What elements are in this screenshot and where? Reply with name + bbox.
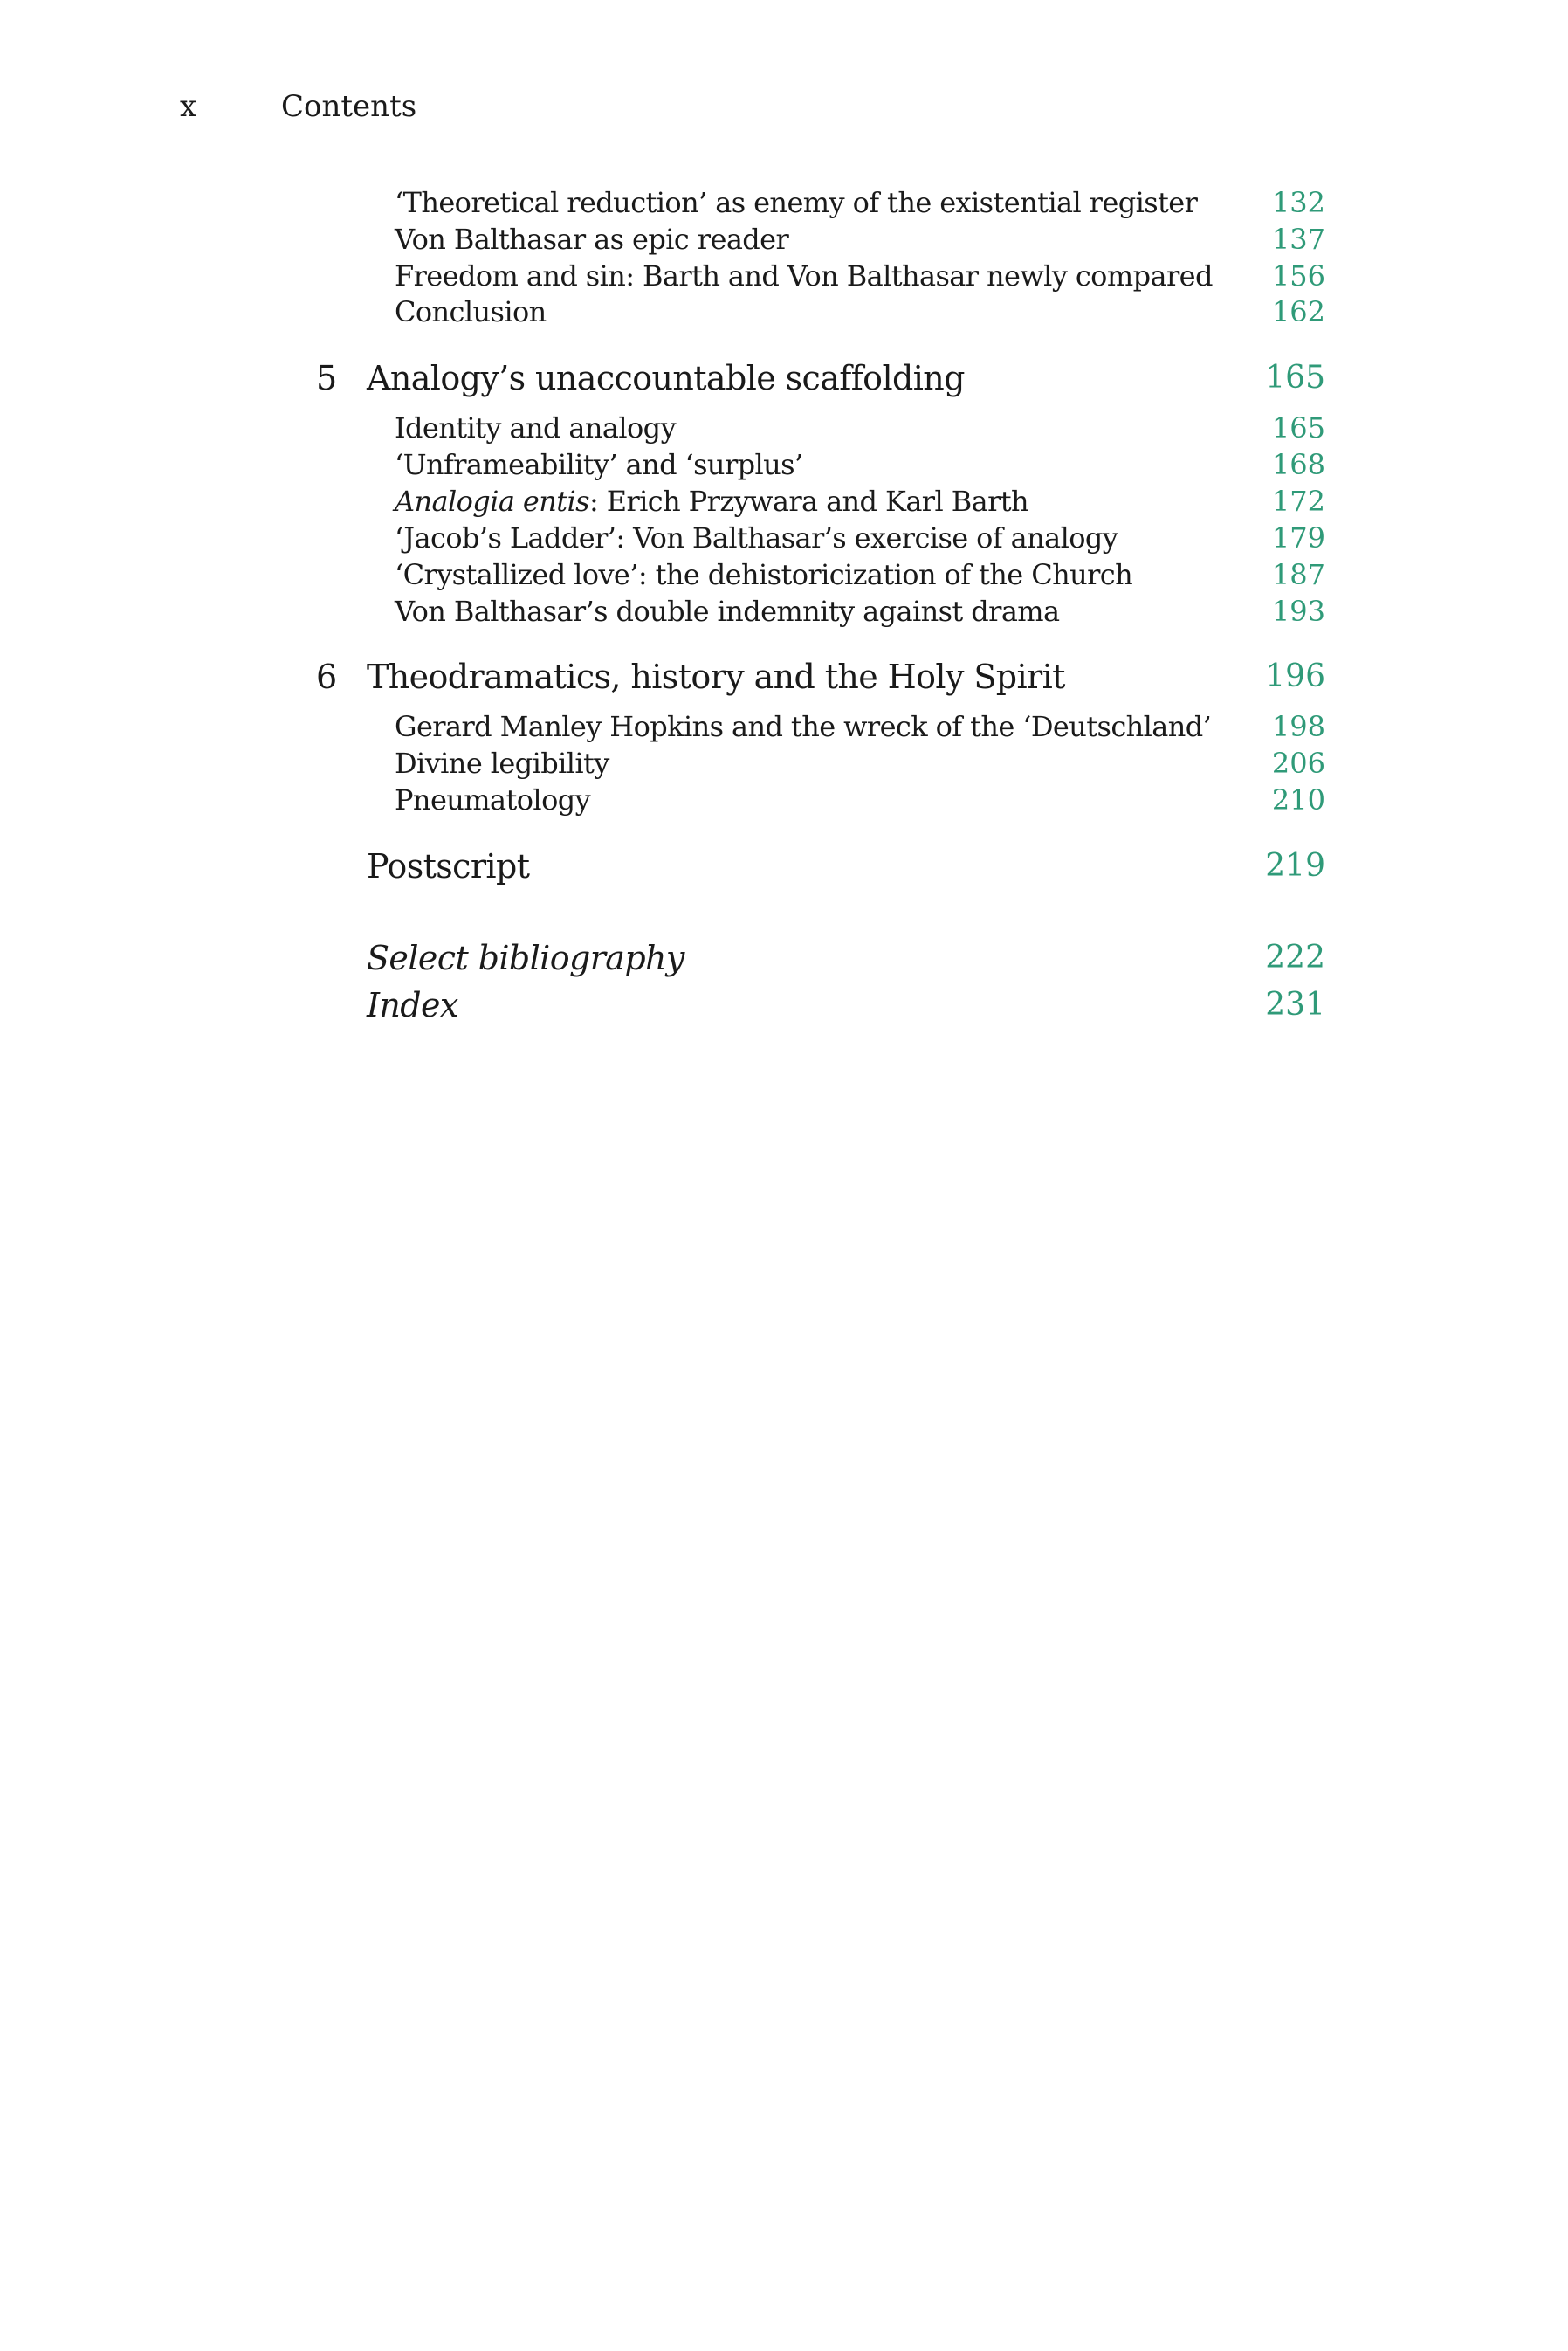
toc-section-title: Conclusion <box>395 295 547 328</box>
toc-postscript-entry[interactable] <box>0 845 1568 886</box>
toc-page-number: 210 <box>1271 783 1325 817</box>
toc-section-entry[interactable] <box>0 183 1568 222</box>
toc-page-number: 196 <box>1265 658 1325 694</box>
bibliography-title: Select bibliography <box>367 939 684 977</box>
chapter-number: 5 <box>316 359 338 397</box>
toc-page-number: 165 <box>1265 360 1325 396</box>
toc-section-entry[interactable] <box>0 482 1568 521</box>
toc-section-title <box>395 482 1028 521</box>
toc-back-matter-entry[interactable] <box>0 983 1568 1022</box>
postscript-title: Postscript <box>367 847 530 886</box>
toc-page-number: 231 <box>1265 987 1325 1023</box>
toc-section-entry[interactable] <box>0 519 1568 557</box>
toc-page-number: 222 <box>1265 940 1325 976</box>
toc-section-entry[interactable] <box>0 744 1568 783</box>
toc-section-title: Von Balthasar as epic reader <box>395 223 789 256</box>
page-folio: x <box>180 89 197 124</box>
toc-page-number: 168 <box>1271 448 1325 481</box>
toc-section-title: Von Balthasar’s double indemnity against drama <box>395 595 1060 628</box>
toc-section-entry[interactable] <box>0 293 1568 331</box>
toc-section-entry[interactable] <box>0 707 1568 746</box>
toc-page-number: 198 <box>1271 710 1325 743</box>
chapter-number: 6 <box>316 658 338 696</box>
chapter-title: Analogy’s unaccountable scaffolding <box>367 359 965 397</box>
toc-section-entry[interactable] <box>0 445 1568 484</box>
index-title: Index <box>367 986 458 1024</box>
toc-page-number: 165 <box>1271 411 1325 445</box>
toc-page-number: 132 <box>1271 186 1325 219</box>
toc-page-number: 156 <box>1271 259 1325 293</box>
toc-back-matter-entry[interactable] <box>0 936 1568 975</box>
toc-section-title: Gerard Manley Hopkins and the wreck of the ‘Deutschland’ <box>395 710 1212 743</box>
toc-section-title: ‘Jacob’s Ladder’: Von Balthasar’s exercise of analogy <box>395 521 1118 555</box>
toc-section-entry[interactable] <box>0 781 1568 819</box>
toc-section-title: Pneumatology <box>395 783 591 817</box>
toc-page-number: 162 <box>1271 295 1325 328</box>
toc-section-entry[interactable] <box>0 555 1568 594</box>
toc-section-title: ‘Theoretical reduction’ as enemy of the existential register <box>395 186 1198 219</box>
chapter-title: Theodramatics, history and the Holy Spirit <box>367 658 1065 696</box>
toc-chapter-entry[interactable] <box>0 655 1568 696</box>
toc-page-number: 187 <box>1271 558 1325 591</box>
toc-section-title-rest: : Erich Przywara and Karl Barth <box>588 485 1029 518</box>
toc-section-title: Freedom and sin: Barth and Von Balthasar newly compared <box>395 259 1213 293</box>
toc-section-entry[interactable] <box>0 220 1568 259</box>
toc-section-entry[interactable] <box>0 257 1568 295</box>
toc-page-number: 137 <box>1271 223 1325 256</box>
toc-section-title-italic: Analogia entis <box>395 485 589 518</box>
toc-section-entry[interactable] <box>0 409 1568 447</box>
toc-page-number: 172 <box>1271 485 1325 518</box>
toc-section-title: ‘Crystallized love’: the dehistoricization of the Church <box>395 558 1133 591</box>
toc-section-title: Divine legibility <box>395 747 609 780</box>
toc-section-title: ‘Unframeability’ and ‘surplus’ <box>395 448 803 481</box>
toc-chapter-entry[interactable] <box>0 356 1568 395</box>
running-head-title: Contents <box>281 89 417 124</box>
toc-page-number: 179 <box>1271 521 1325 555</box>
toc-section-title: Identity and analogy <box>395 411 677 445</box>
toc-section-entry[interactable] <box>0 592 1568 631</box>
toc-page-number: 193 <box>1271 595 1325 628</box>
toc-page-number: 219 <box>1265 848 1325 884</box>
toc-page-number: 206 <box>1271 747 1325 780</box>
